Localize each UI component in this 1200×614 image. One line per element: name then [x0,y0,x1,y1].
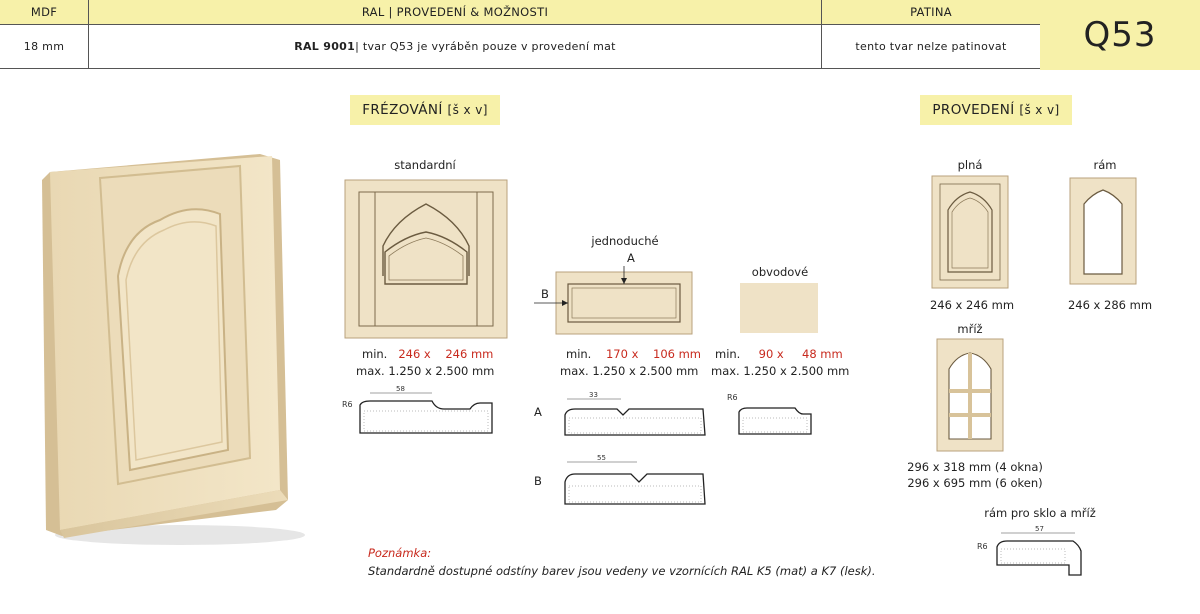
mriz-door-diagram [937,339,1003,451]
profile-a-dim: 33 [589,391,598,399]
ral-column-header: RAL | PROVEDENÍ & MOŽNOSTI [361,5,549,19]
jednoduche-min-label: min. [566,347,592,361]
note-title: Poznámka: [368,546,432,560]
profile-b-label: B [534,474,542,488]
ral-description [89,25,821,68]
mdf-column-header: MDF [30,5,58,19]
ram-label: rám [1093,158,1117,172]
standard-profile-dim: 58 [396,385,405,393]
jednoduche-marker-b: B [541,287,549,301]
patina-column-header: PATINA [910,5,952,19]
standard-profile-r: R6 [342,400,353,409]
obvodove-milling-diagram [740,283,818,333]
jednoduche-marker-a: A [627,251,635,265]
standard-label: standardní [394,158,456,172]
ral-code: RAL 9001 [294,40,356,53]
obvodove-profile-diagram [725,390,825,435]
mriz-dims-6: 296 x 695 mm (6 oken) [907,476,1043,490]
jednoduche-min-row [566,347,706,361]
ram-dims: 246 x 286 mm [1067,298,1153,312]
ral-note: | tvar Q53 je vyráběn pouze v provedení mat [355,40,616,53]
standard-min-row [362,347,522,361]
ram-pro-sklo-profile-r: R6 [977,542,988,551]
obvodove-profile-r: R6 [727,393,738,402]
jednoduche-label: jednoduché [591,234,659,248]
profile-b-dim: 55 [597,454,606,462]
profile-a-diagram [555,385,715,440]
standard-profile-diagram [340,385,510,435]
patina-value: tento tvar nelze patinovat [855,40,1007,53]
ram-pro-sklo-profile-diagram [975,525,1095,577]
standard-min-label: min. [362,347,388,361]
frezovani-title-box [350,95,500,125]
provedeni-title-box [920,95,1072,125]
mriz-label: mříž [957,322,983,336]
obvodove-label: obvodové [751,265,809,279]
profile-a-label: A [534,405,542,419]
spec-header-table [0,0,1040,70]
provedeni-dims-hint: [š x v] [1019,103,1060,117]
jednoduche-milling-diagram [530,252,700,338]
frezovani-dims-hint: [š x v] [447,103,488,117]
obvodove-min-value: 90 x 48 mm [758,347,843,361]
ram-pro-sklo-label: rám pro sklo a mříž [984,506,1096,520]
plna-dims: 246 x 246 mm [929,298,1015,312]
profile-b-diagram [555,452,715,512]
door-product-image [30,150,300,550]
plna-label: plná [957,158,983,172]
ram-pro-sklo-profile-dim: 57 [1035,525,1044,533]
standard-min-value: 246 x 246 mm [398,347,494,361]
frezovani-title: FRÉZOVÁNÍ [362,102,443,118]
product-code: Q53 [1040,0,1200,70]
standard-milling-diagram [345,180,507,338]
obvodove-min-row [715,347,855,361]
standard-max-value: max. 1.250 x 2.500 mm [356,364,495,378]
thickness-value: 18 mm [23,40,65,53]
mriz-dims-4: 296 x 318 mm (4 okna) [907,460,1043,474]
obvodove-max-value: max. 1.250 x 2.500 mm [711,364,850,378]
ram-door-diagram [1070,178,1136,284]
note-text: Standardně dostupné odstíny barev jsou vedeny ve vzornících RAL K5 (mat) a K7 (lesk). [368,564,876,578]
provedeni-title: PROVEDENÍ [932,102,1015,118]
obvodove-min-label: min. [715,347,741,361]
jednoduche-min-value: 170 x 106 mm [605,347,702,361]
jednoduche-max-value: max. 1.250 x 2.500 mm [560,364,699,378]
plna-door-diagram [932,176,1008,288]
